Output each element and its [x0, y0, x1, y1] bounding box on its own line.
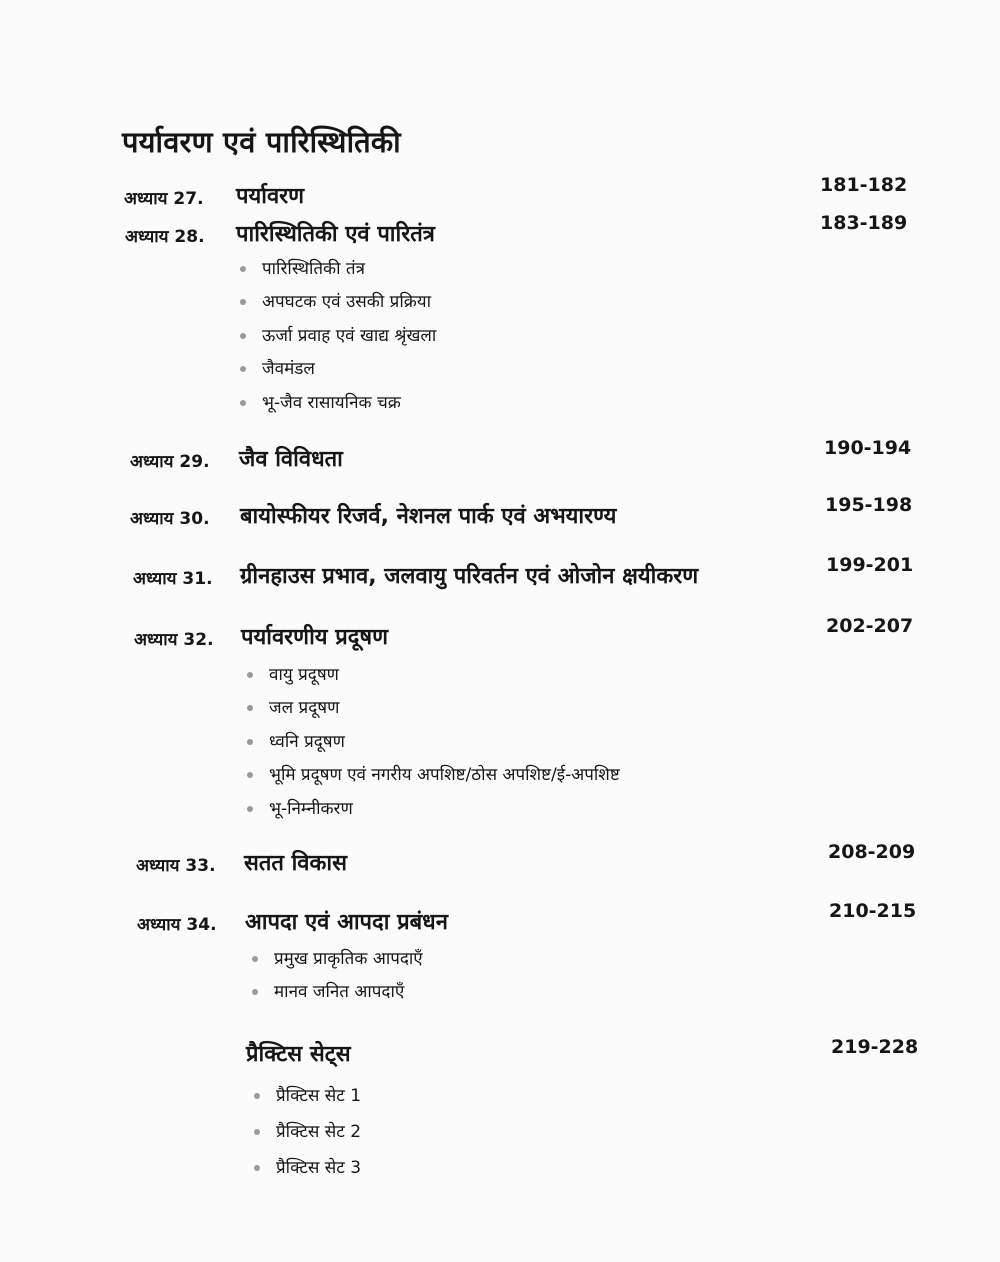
chapter-title: आपदा एवं आपदा प्रबंधन: [245, 910, 448, 935]
list-item: प्रैक्टिस सेट 2: [252, 1119, 361, 1155]
chapter-pages: 195-198: [825, 494, 913, 516]
bullet-icon: [254, 1165, 260, 1171]
chapter-number: अध्याय 27.: [124, 189, 204, 209]
list-item: प्रैक्टिस सेट 3: [252, 1155, 361, 1191]
list-item: ऊर्जा प्रवाह एवं खाद्य श्रृंखला: [238, 323, 436, 356]
chapter-number: अध्याय 29.: [130, 452, 210, 472]
chapter-entry-28: [0, 212, 1000, 254]
list-item: भूमि प्रदूषण एवं नगरीय अपशिष्ट/ठोस अपशिष्ट/ई-अपशिष्ट: [245, 762, 620, 795]
chapter-32-subtopics: [245, 662, 620, 829]
bullet-icon: [254, 1129, 260, 1135]
list-item: प्रमुख प्राकृतिक आपदाएँ: [250, 946, 423, 979]
bullet-icon: [247, 739, 253, 745]
chapter-title: पर्यावरणीय प्रदूषण: [241, 625, 389, 650]
list-item: जैवमंडल: [238, 356, 436, 389]
chapter-pages: 181-182: [820, 174, 908, 196]
chapter-entry-33: [0, 841, 1000, 883]
list-item: भू-निम्नीकरण: [245, 796, 620, 829]
section-title: पर्यावरण एवं पारिस्थितिकी: [122, 125, 401, 159]
chapter-title: जैव विविधता: [239, 447, 343, 472]
list-item: प्रैक्टिस सेट 1: [252, 1083, 361, 1119]
chapter-28-subtopics: [238, 256, 436, 423]
chapter-title: बायोस्फीयर रिजर्व, नेशनल पार्क एवं अभयारण्य: [240, 504, 617, 529]
bullet-icon: [247, 772, 253, 778]
bullet-icon: [252, 989, 258, 995]
chapter-pages: 199-201: [826, 554, 914, 576]
chapter-pages: 183-189: [820, 212, 908, 234]
chapter-number: अध्याय 34.: [137, 915, 217, 935]
list-item: मानव जनित आपदाएँ: [250, 979, 423, 1012]
chapter-entry-30: [0, 494, 1000, 536]
chapter-title: सतत विकास: [244, 851, 348, 876]
chapter-number: अध्याय 28.: [125, 227, 205, 247]
chapter-number: अध्याय 31.: [133, 569, 213, 589]
bullet-icon: [254, 1093, 260, 1099]
chapter-entry-27: [0, 174, 1000, 216]
chapter-pages: 190-194: [824, 437, 912, 459]
chapter-title: ग्रीनहाउस प्रभाव, जलवायु परिवर्तन एवं ओजोन क्षयीकरण: [240, 564, 699, 589]
practice-sets-pages: 219-228: [831, 1036, 919, 1058]
practice-sets-list: [252, 1083, 361, 1191]
chapter-pages: 208-209: [828, 841, 916, 863]
chapter-entry-32: [0, 615, 1000, 657]
bullet-icon: [247, 705, 253, 711]
chapter-entry-29: [0, 437, 1000, 479]
chapter-title: पर्यावरण: [236, 184, 305, 209]
chapter-entry-34: [0, 900, 1000, 942]
bullet-icon: [240, 366, 246, 372]
list-item: ध्वनि प्रदूषण: [245, 729, 620, 762]
list-item: भू-जैव रासायनिक चक्र: [238, 390, 436, 423]
chapter-entry-31: [0, 554, 1000, 596]
list-item: वायु प्रदूषण: [245, 662, 620, 695]
chapter-34-subtopics: [250, 946, 423, 1013]
chapter-pages: 210-215: [829, 900, 917, 922]
bullet-icon: [247, 806, 253, 812]
bullet-icon: [240, 400, 246, 406]
bullet-icon: [240, 333, 246, 339]
bullet-icon: [240, 266, 246, 272]
list-item: अपघटक एवं उसकी प्रक्रिया: [238, 289, 436, 322]
bullet-icon: [240, 299, 246, 305]
chapter-number: अध्याय 32.: [134, 630, 214, 650]
chapter-pages: 202-207: [826, 615, 914, 637]
list-item: पारिस्थितिकी तंत्र: [238, 256, 436, 289]
practice-sets-title: प्रैक्टिस सेट्स: [246, 1042, 351, 1067]
chapter-title: पारिस्थितिकी एवं पारितंत्र: [236, 222, 435, 247]
bullet-icon: [247, 672, 253, 678]
bullet-icon: [252, 956, 258, 962]
list-item: जल प्रदूषण: [245, 695, 620, 728]
chapter-number: अध्याय 33.: [136, 856, 216, 876]
chapter-number: अध्याय 30.: [130, 509, 210, 529]
